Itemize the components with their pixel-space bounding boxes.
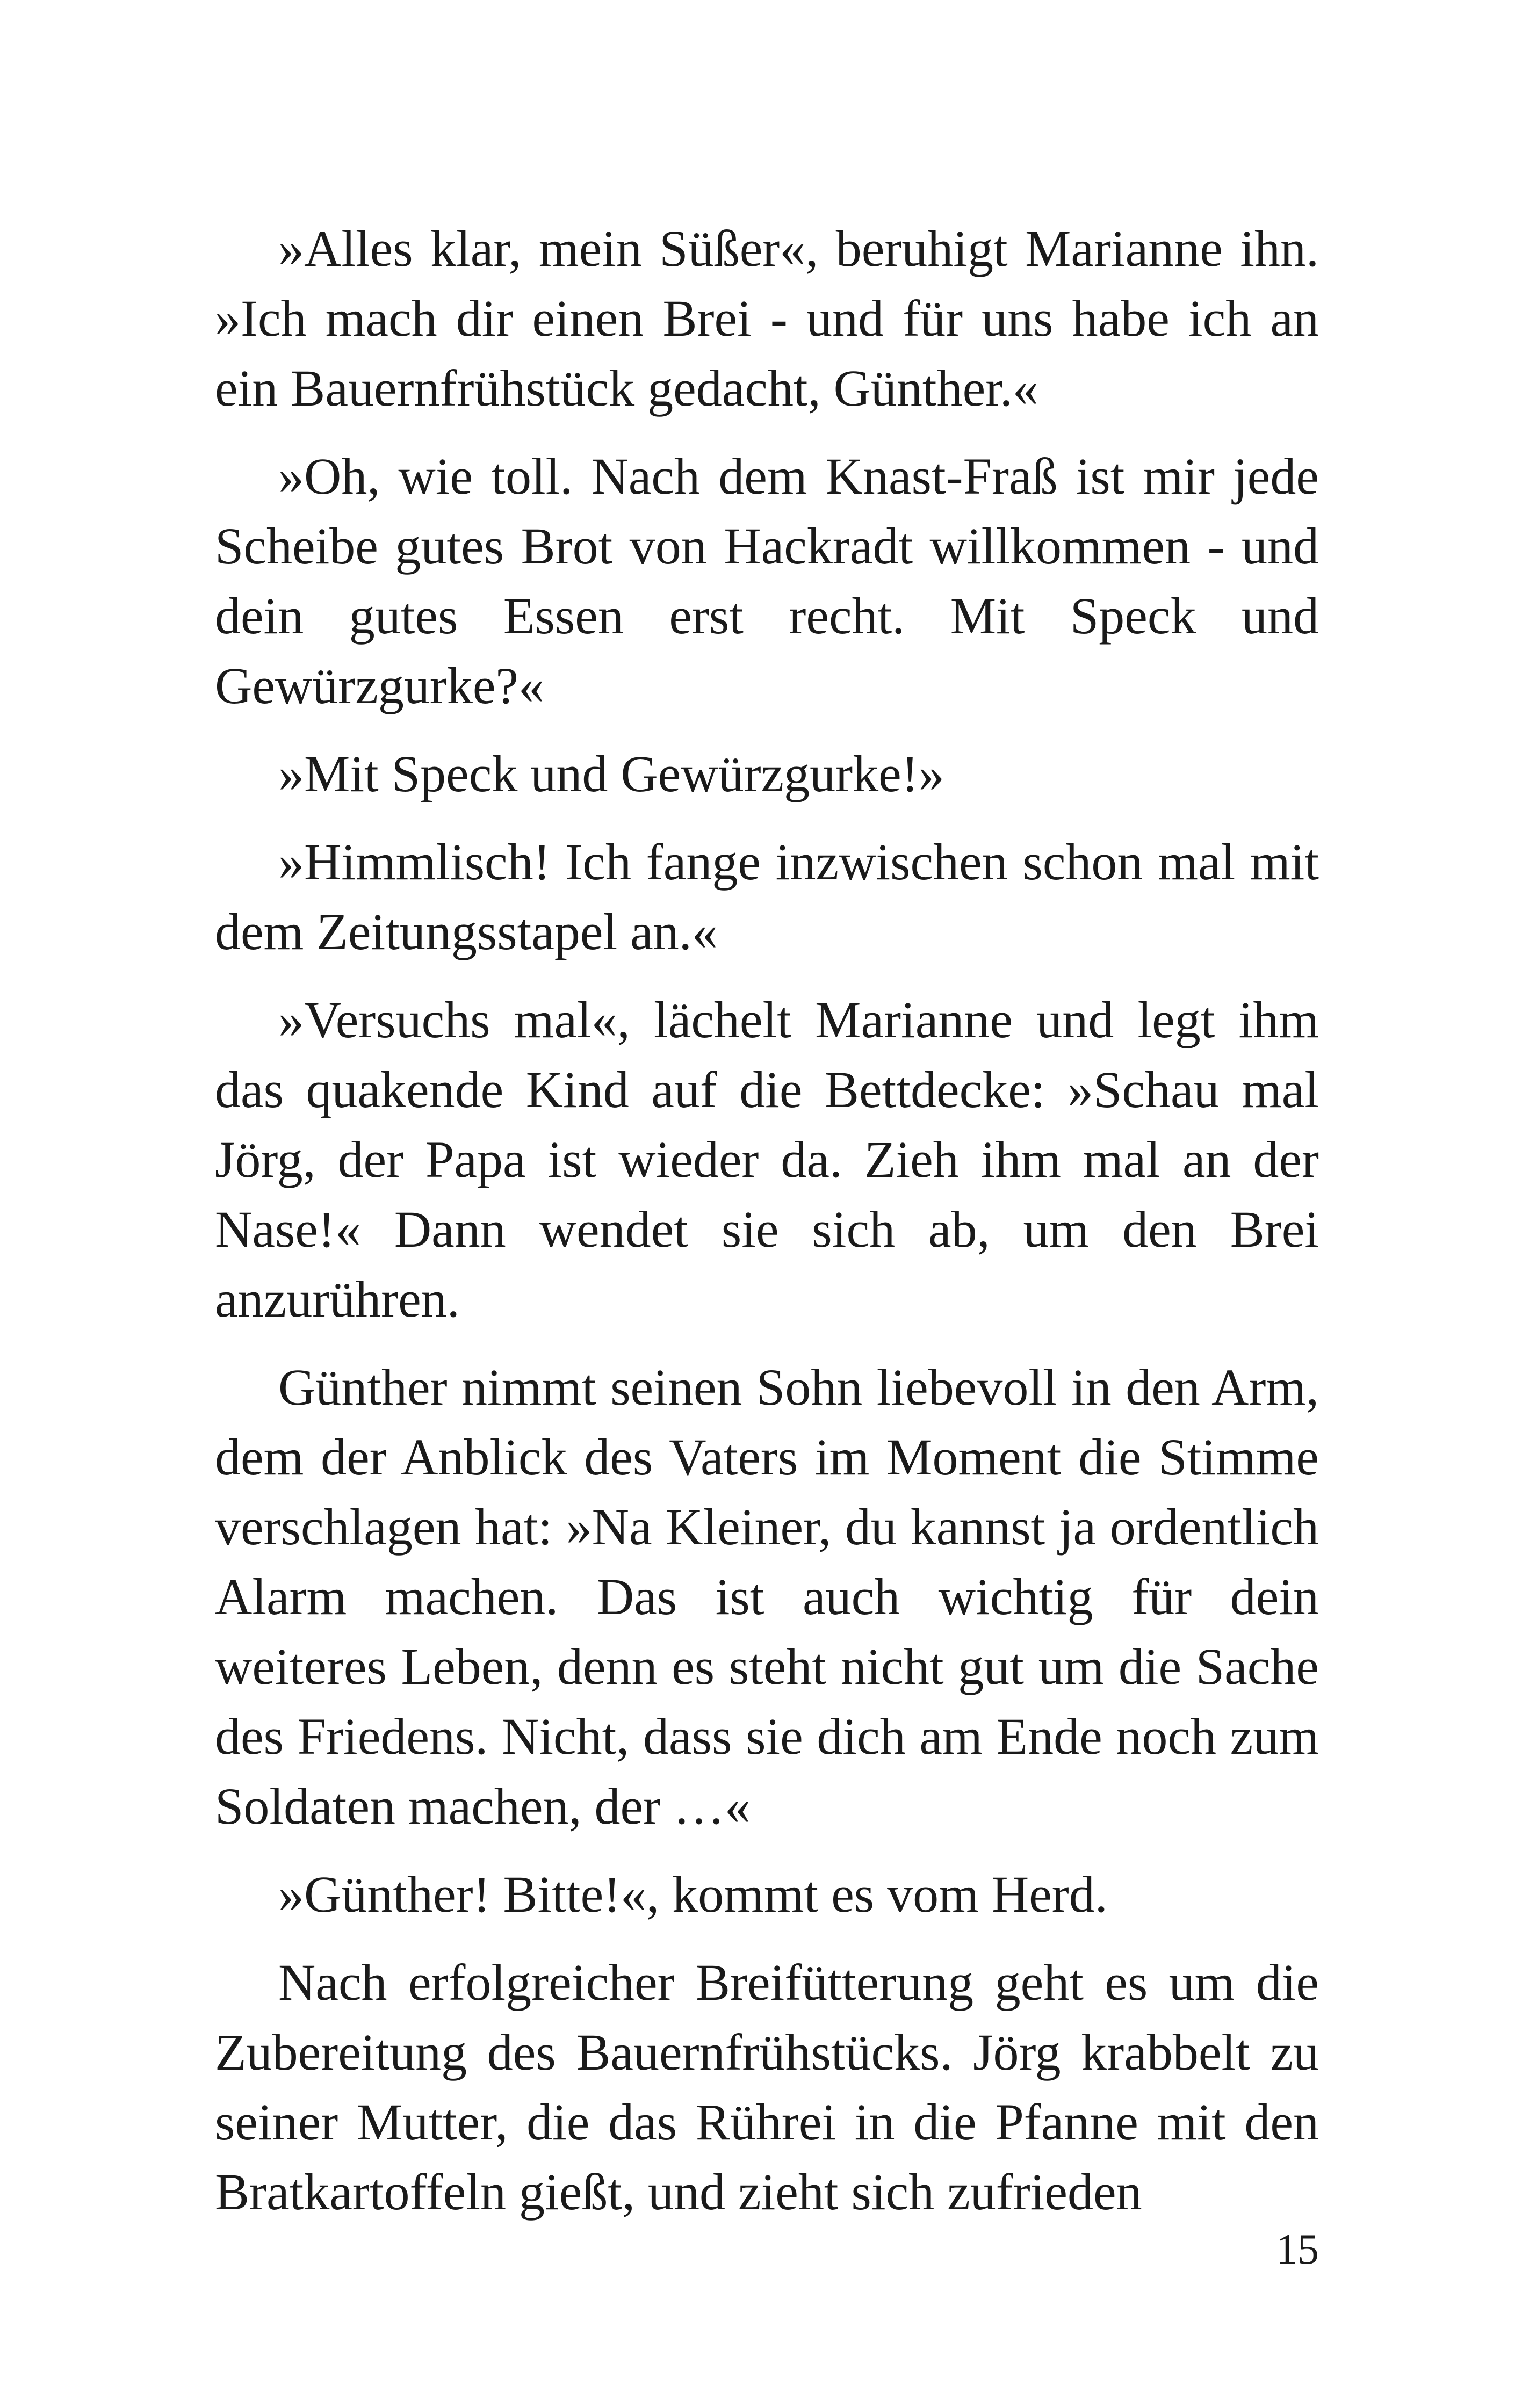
paragraph-8: Nach erfolgreicher Breifütterung geht es um die Zubereitung des Bauernfrühstücks. Jörg krabbelt zu seiner Mutter, die das Rührei in die Pfanne mit den Bratkartoffeln gießt, und zieht sich zufrieden (215, 1954, 1319, 2221)
book-page-text (215, 214, 1319, 2245)
paragraph-5: »Versuchs mal«, lächelt Marianne und legt ihm das quakende Kind auf die Bettdecke: »Schau mal Jörg, der Papa ist wieder da. Zieh ihm mal an der Nase!« Dann wendet sie sich ab, um den Brei anzurühren. (215, 991, 1319, 1328)
page-number: 15 (1276, 2226, 1319, 2273)
paragraph-1: »Alles klar, mein Süßer«, beruhigt Marianne ihn. »Ich mach dir einen Brei - und für uns habe ich an ein Bauernfrühstück gedacht, Günther.« (215, 220, 1319, 417)
paragraph-6: Günther nimmt seinen Sohn liebevoll in den Arm, dem der Anblick des Vaters im Moment die Stimme verschlagen hat: »Na Kleiner, du kannst ja ordentlich Alarm machen. Das ist auch wichtig für dein weiteres Leben, denn es steht nicht gut um die Sache des Friedens. Nicht, dass sie dich am Ende noch zum Soldaten machen, der …« (215, 1358, 1319, 1835)
paragraph-3: »Mit Speck und Gewürzgurke!» (278, 745, 944, 802)
paragraph-2: »Oh, wie toll. Nach dem Knast-Fraß ist mir jede Scheibe gutes Brot von Hackradt willkommen - und dein gutes Essen erst recht. Mit Speck und Gewürzgurke?« (215, 447, 1319, 714)
paragraph-7: »Günther! Bitte!«, kommt es vom Herd. (278, 1865, 1108, 1923)
paragraph-4: »Himmlisch! Ich fange inzwischen schon mal mit dem Zeitungsstapel an.« (215, 833, 1319, 960)
